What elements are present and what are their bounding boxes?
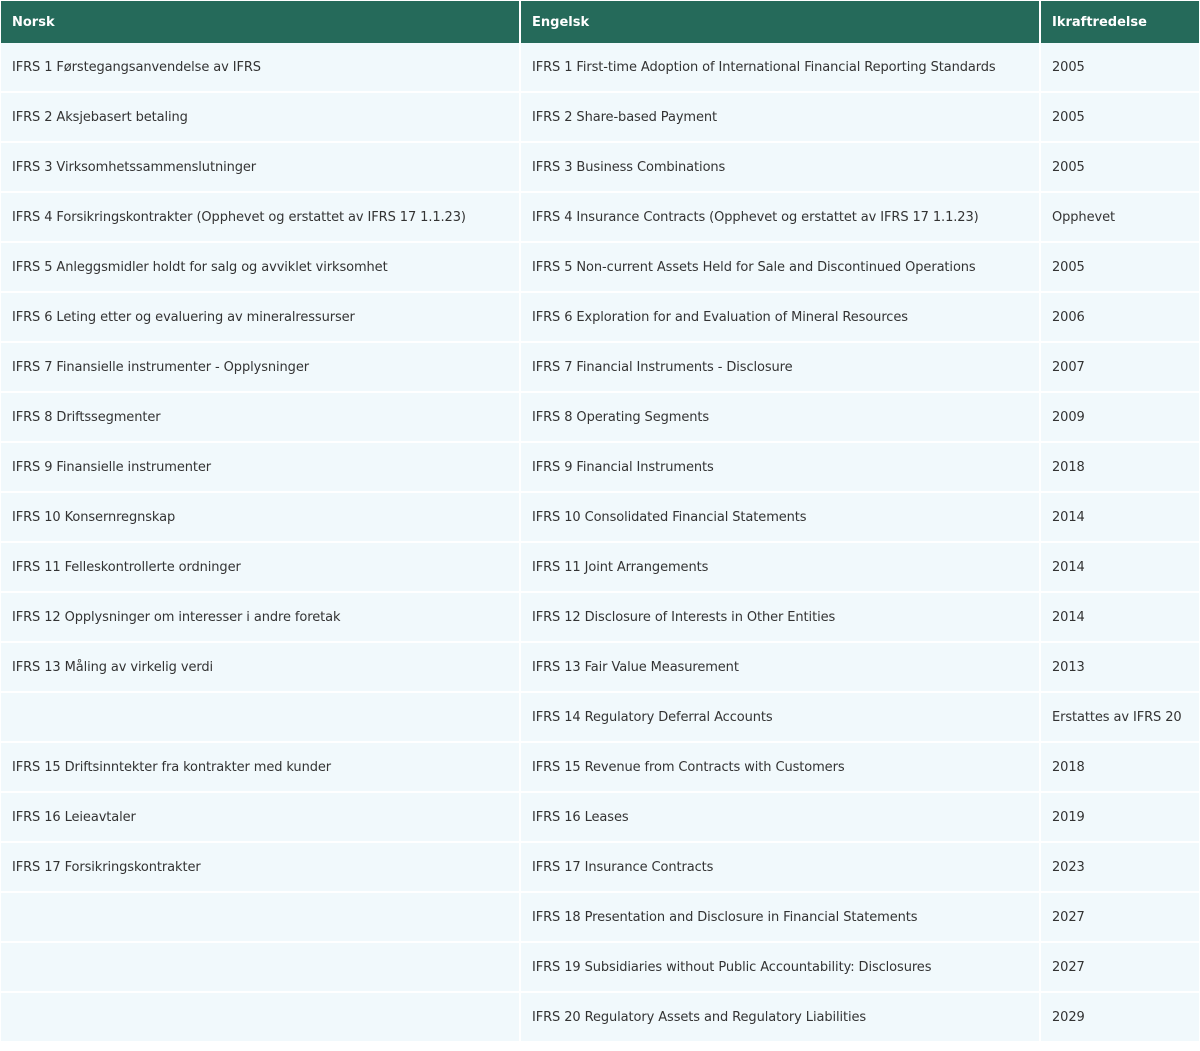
table-row: [1, 243, 1199, 293]
cell-norsk: [1, 943, 521, 993]
cell-ikraftredelse: 2018: [1041, 743, 1199, 793]
table-row: [1, 943, 1199, 993]
cell-engelsk: IFRS 1 First-time Adoption of International Financial Reporting Standards: [521, 43, 1041, 93]
cell-engelsk: IFRS 4 Insurance Contracts (Opphevet og erstattet av IFRS 17 1.1.23): [521, 193, 1041, 243]
cell-ikraftredelse: 2018: [1041, 443, 1199, 493]
cell-engelsk: IFRS 12 Disclosure of Interests in Other Entities: [521, 593, 1041, 643]
cell-norsk: IFRS 17 Forsikringskontrakter: [1, 843, 521, 893]
ifrs-standards-table: [1, 1, 1199, 1043]
table-row: [1, 643, 1199, 693]
cell-ikraftredelse: 2009: [1041, 393, 1199, 443]
table-row: [1, 893, 1199, 943]
cell-norsk: [1, 893, 521, 943]
table-row: [1, 743, 1199, 793]
cell-engelsk: IFRS 13 Fair Value Measurement: [521, 643, 1041, 693]
cell-ikraftredelse: 2005: [1041, 43, 1199, 93]
cell-norsk: [1, 693, 521, 743]
cell-norsk: IFRS 8 Driftssegmenter: [1, 393, 521, 443]
cell-norsk: IFRS 11 Felleskontrollerte ordninger: [1, 543, 521, 593]
cell-engelsk: IFRS 8 Operating Segments: [521, 393, 1041, 443]
table-row: [1, 343, 1199, 393]
cell-norsk: IFRS 15 Driftsinntekter fra kontrakter med kunder: [1, 743, 521, 793]
cell-norsk: IFRS 1 Førstegangsanvendelse av IFRS: [1, 43, 521, 93]
cell-ikraftredelse: 2019: [1041, 793, 1199, 843]
cell-ikraftredelse: 2027: [1041, 893, 1199, 943]
cell-ikraftredelse: 2007: [1041, 343, 1199, 393]
table-row: [1, 193, 1199, 243]
cell-ikraftredelse: 2027: [1041, 943, 1199, 993]
table-row: [1, 143, 1199, 193]
header-row: [1, 1, 1199, 43]
cell-ikraftredelse: 2014: [1041, 543, 1199, 593]
column-header-norsk: Norsk: [1, 1, 521, 43]
cell-norsk: IFRS 6 Leting etter og evaluering av mineralressurser: [1, 293, 521, 343]
cell-ikraftredelse: 2005: [1041, 93, 1199, 143]
cell-norsk: IFRS 7 Finansielle instrumenter - Opplysninger: [1, 343, 521, 393]
cell-norsk: IFRS 12 Opplysninger om interesser i andre foretak: [1, 593, 521, 643]
cell-ikraftredelse: 2014: [1041, 493, 1199, 543]
cell-norsk: IFRS 5 Anleggsmidler holdt for salg og avviklet virksomhet: [1, 243, 521, 293]
table-row: [1, 543, 1199, 593]
cell-norsk: IFRS 3 Virksomhetssammenslutninger: [1, 143, 521, 193]
cell-ikraftredelse: 2029: [1041, 993, 1199, 1043]
cell-norsk: IFRS 2 Aksjebasert betaling: [1, 93, 521, 143]
table-header: [1, 1, 1199, 43]
table-row: [1, 393, 1199, 443]
cell-ikraftredelse: 2014: [1041, 593, 1199, 643]
cell-engelsk: IFRS 20 Regulatory Assets and Regulatory Liabilities: [521, 993, 1041, 1043]
cell-engelsk: IFRS 2 Share-based Payment: [521, 93, 1041, 143]
cell-ikraftredelse: 2005: [1041, 243, 1199, 293]
cell-engelsk: IFRS 7 Financial Instruments - Disclosure: [521, 343, 1041, 393]
cell-norsk: IFRS 13 Måling av virkelig verdi: [1, 643, 521, 693]
cell-engelsk: IFRS 10 Consolidated Financial Statements: [521, 493, 1041, 543]
cell-norsk: IFRS 10 Konsernregnskap: [1, 493, 521, 543]
cell-norsk: IFRS 9 Finansielle instrumenter: [1, 443, 521, 493]
table-row: [1, 43, 1199, 93]
table-row: [1, 293, 1199, 343]
cell-norsk: IFRS 4 Forsikringskontrakter (Opphevet og erstattet av IFRS 17 1.1.23): [1, 193, 521, 243]
cell-ikraftredelse: Opphevet: [1041, 193, 1199, 243]
table-body: [1, 43, 1199, 1043]
cell-ikraftredelse: 2005: [1041, 143, 1199, 193]
cell-engelsk: IFRS 3 Business Combinations: [521, 143, 1041, 193]
column-header-ikraftredelse: Ikraftredelse: [1041, 1, 1199, 43]
table-row: [1, 443, 1199, 493]
cell-engelsk: IFRS 15 Revenue from Contracts with Customers: [521, 743, 1041, 793]
table-row: [1, 93, 1199, 143]
table-row: [1, 793, 1199, 843]
cell-engelsk: IFRS 5 Non-current Assets Held for Sale and Discontinued Operations: [521, 243, 1041, 293]
table-row: [1, 493, 1199, 543]
cell-engelsk: IFRS 19 Subsidiaries without Public Accountability: Disclosures: [521, 943, 1041, 993]
cell-engelsk: IFRS 16 Leases: [521, 793, 1041, 843]
cell-ikraftredelse: 2013: [1041, 643, 1199, 693]
table-row: [1, 993, 1199, 1043]
cell-ikraftredelse: 2023: [1041, 843, 1199, 893]
table-row: [1, 843, 1199, 893]
cell-ikraftredelse: Erstattes av IFRS 20: [1041, 693, 1199, 743]
cell-engelsk: IFRS 9 Financial Instruments: [521, 443, 1041, 493]
table-row: [1, 593, 1199, 643]
column-header-engelsk: Engelsk: [521, 1, 1041, 43]
cell-engelsk: IFRS 6 Exploration for and Evaluation of Mineral Resources: [521, 293, 1041, 343]
cell-norsk: [1, 993, 521, 1043]
cell-engelsk: IFRS 18 Presentation and Disclosure in Financial Statements: [521, 893, 1041, 943]
cell-engelsk: IFRS 17 Insurance Contracts: [521, 843, 1041, 893]
table-row: [1, 693, 1199, 743]
cell-engelsk: IFRS 11 Joint Arrangements: [521, 543, 1041, 593]
cell-engelsk: IFRS 14 Regulatory Deferral Accounts: [521, 693, 1041, 743]
cell-ikraftredelse: 2006: [1041, 293, 1199, 343]
cell-norsk: IFRS 16 Leieavtaler: [1, 793, 521, 843]
